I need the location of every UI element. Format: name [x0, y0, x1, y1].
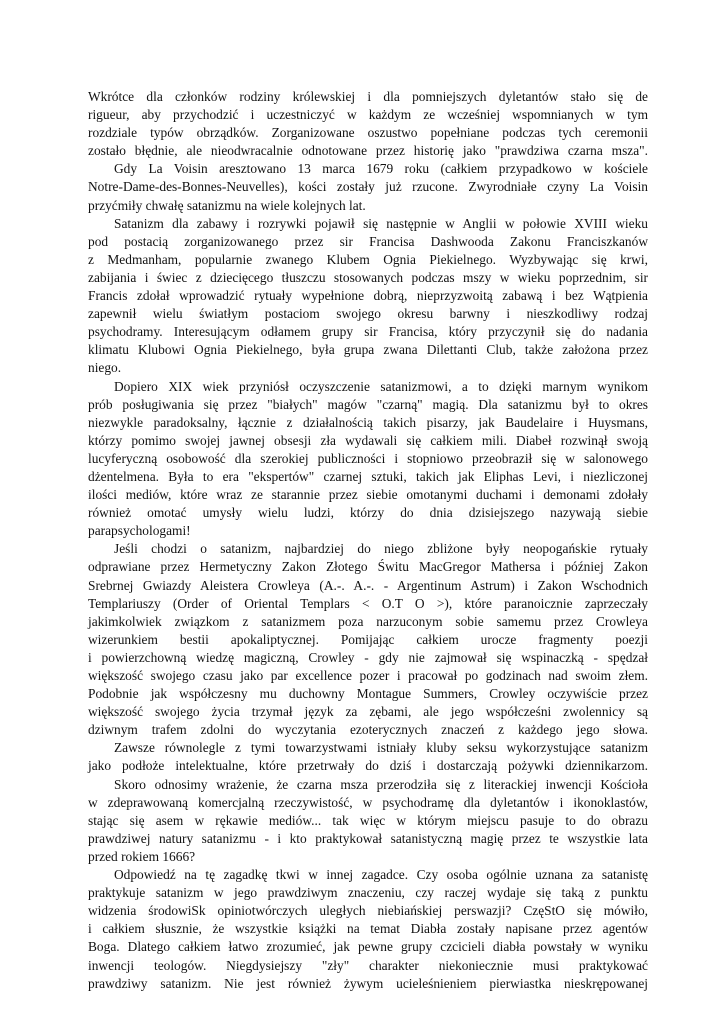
- text-line: parapsychologami!: [88, 523, 191, 539]
- text-line: prawdziwy satanizm. Nie jest również żywym ucieleśnieniem pierwiastka nieskrępowanej: [88, 975, 648, 991]
- text-line: prób posługiwania się przez "białych" magów "czarną" magią. Dla satanizmu był to okres: [88, 396, 648, 412]
- text-line: praktykuje satanizm w jego prawdziwym znaczeniu, czy raczej wydaje się taką z punktu: [88, 885, 648, 901]
- text-line: rozdziale typów obrządków. Zorganizowane oszustwo popełniane podczas tych ceremonii: [88, 125, 648, 141]
- text-line: Templariuszy (Order of Oriental Templars < O.T O >), które paranoicznie zaprzeczały: [88, 595, 648, 611]
- text-line: Srebrnej Gwiazdy Aleistera Crowleya (A.-. A.-. - Argentinum Astrum) i Zakon Wschodnich: [88, 577, 648, 593]
- text-line: niego.: [88, 360, 122, 376]
- body-text: [88, 88, 648, 993]
- text-line: rigueur, aby przychodzić i uczestniczyć w każdym ze wcześniej wspomnianych w tym: [88, 107, 648, 123]
- text-line: w zdeprawowaną komercjalną rzeczywistość, w psychodramę dla dyletantów i ikonoklastów,: [88, 794, 648, 810]
- paragraph-first-line: Jeśli chodzi o satanizm, najbardziej do niego zbliżone były neopogańskie rytuały: [114, 541, 648, 557]
- text-line: widzenia środowiSk opiniotwórczych uległych niebiańskiej perswazji? CzęStO się mówiło,: [88, 903, 648, 919]
- text-line: zabijania i świec z dziecięcego tłuszczu stosowanych podczas mszy w wieku poprzednim, sir: [88, 269, 648, 285]
- text-line: lucyferyczną osobowość dla szerokiej publiczności i stopniowo przeobraził się w salonowego: [88, 450, 648, 466]
- paragraph-first-line: Odpowiedź na tę zagadkę tkwi w innej zagadce. Czy osoba ogólnie uznana za satanistę: [114, 867, 648, 883]
- text-line: przed rokiem 1666?: [88, 848, 196, 864]
- text-line: większość swojego życia trzymał język za zębami, ale jego współcześni zwolennicy są: [88, 704, 648, 720]
- text-line: i powierzchowną wiedzę magiczną, Crowley - gdy nie zajmował się wspinaczką - spędzał: [88, 649, 648, 665]
- text-line: stając się asem w rękawie mediów... tak więc w którym miejscu pasuje to do obrazu: [88, 812, 648, 828]
- text-line: wizerunkiem bestii apokaliptycznej. Pomijając całkiem urocze fragmenty poezji: [88, 631, 648, 647]
- text-line: dżentelmena. Była to era "ekspertów" czarnej sztuki, takich jak Eliphas Levi, i niezliczonej: [88, 468, 648, 484]
- text-line: również omotać umysły wielu ludzi, którzy do dnia dzisiejszego nazywają siebie: [88, 505, 648, 521]
- text-line: dziwnym trafem zdolni do wyczytania ezoterycznych znaczeń z każdego jego słowa.: [88, 722, 648, 738]
- paragraph-first-line: Gdy La Voisin aresztowano 13 marca 1679 roku (całkiem przypadkowo w kościele: [114, 161, 648, 177]
- text-line: pod postacią zorganizowanego przez sir Francisa Dashwooda Zakonu Franciszkanów: [88, 233, 648, 249]
- text-line: przyćmiły chwałę satanizmu na wiele kolejnych lat.: [88, 197, 366, 213]
- text-line: prawdziwej natury satanizmu - i kto praktykował satanistyczną magię przez te wszystkie lata: [88, 830, 648, 846]
- text-line: ilości mediów, które wraz ze starannie przez siebie omotanymi duchami i demonami zdołały: [88, 487, 648, 503]
- text-line: którzy pomimo swojej jawnej obsesji zła wydawali się całkiem mili. Diabeł rozwinął swoją: [88, 432, 648, 448]
- text-line: psychodramy. Interesującym odłamem grupy sir Francisa, który przyczynił się do nadania: [88, 324, 648, 340]
- paragraph-first-line: Zawsze równolegle z tymi towarzystwami istniały kluby seksu wykorzystujące satanizm: [114, 740, 648, 756]
- text-line: klimatu Klubowi Ognia Piekielnego, była grupa zwana Dilettanti Club, także założona przez: [88, 342, 648, 358]
- text-line: większość swojego czasu jako par excellence pozer i pracował po godzinach nad swoim złem.: [88, 668, 648, 683]
- text-line: z Medmanham, popularnie zwanego Klubem Ognia Piekielnego. Wyzbywając się krwi,: [88, 251, 648, 267]
- text-line: odprawiane przez Hermetyczny Zakon Złotego Świtu MacGregor Mathersa i później Zakon: [88, 559, 648, 575]
- text-line: Notre-Dame-des-Bonnes-Neuvelles), kości zostały już rzucone. Zwyrodniałe czyny La Voisin: [88, 179, 648, 195]
- text-line: Podobnie jak współczesny mu duchowny Montague Summers, Crowley oczywiście przez: [88, 686, 648, 702]
- paragraph-first-line: Dopiero XIX wiek przyniósł oczyszczenie satanizmowi, a to dzięki marnym wynikom: [114, 378, 648, 394]
- text-line: jako podłoże intelektualne, które przetrwały do dziś i dostarczają pożywki dziennikarzom.: [88, 758, 648, 774]
- text-line: zostało błędnie, ale nieodwracalnie odnotowane przez historię jako "prawdziwa czarna msza".: [88, 143, 648, 159]
- text-line: zapewnił wielu światłym postaciom swojego okresu barwny i nieszkodliwy rodzaj: [88, 306, 648, 322]
- text-line: jakimkolwiek związkom z satanizmem poza narzuconym sobie samemu przez Crowleya: [88, 613, 648, 629]
- paragraph-first-line: Satanizm dla zabawy i rozrywki pojawił się następnie w Anglii w połowie XVIII wieku: [114, 215, 648, 231]
- text-line: Boga. Dlatego całkiem łatwo zrozumieć, jak pewne grupy czcicieli diabła powstały w wyniku: [88, 939, 648, 955]
- text-line: niezwykle paradoksalny, łącznie z działalnością takich pisarzy, jak Baudelaire i Huysmans,: [88, 414, 648, 430]
- paragraph-first-line: Skoro odnosimy wrażenie, że czarna msza przerodziła się z literackiej inwencji Kościoła: [114, 776, 648, 792]
- text-line: i całkiem słusznie, że wszystkie książki na temat Diabła zostały napisane przez agentów: [88, 921, 648, 937]
- text-line: Wkrótce dla członków rodziny królewskiej i dla pomniejszych dyletantów stało się de: [88, 89, 648, 104]
- text-line: inwencji teologów. Niegdysiejszy "zły" charakter niekoniecznie musi praktykować: [88, 957, 648, 973]
- text-line: Francis zdołał wprowadzić rytuały wypełnione dobrą, nieprzyzwoitą zabawą i bez Wątpienia: [88, 288, 648, 304]
